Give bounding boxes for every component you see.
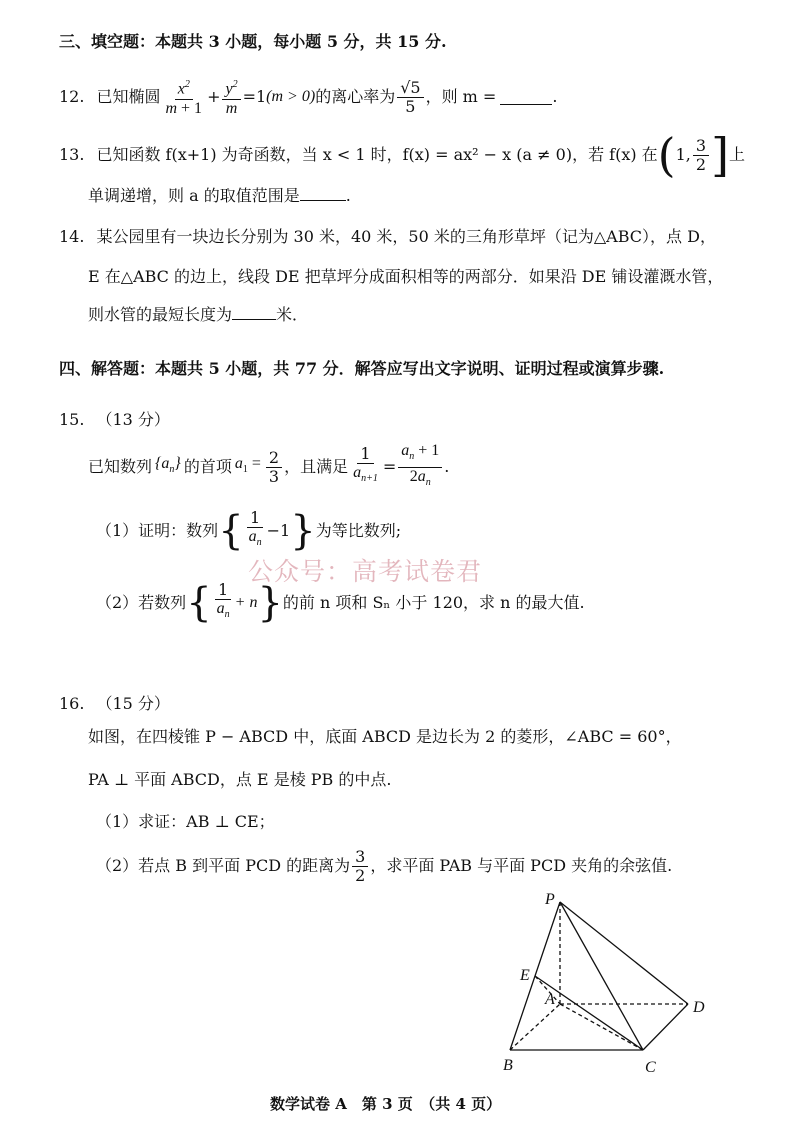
question-text: 已知椭圆 [96,87,161,106]
question-15-part2: （2）若数列 { $\frac{1}{a_n}$ + n } 的前 n 项和 Sₙ 小于 120，求 n 的最大值. [96,580,585,626]
question-score: （15 分） [96,694,170,713]
section-3-heading: 三、填空题：本题共 3 小题，每小题 5 分，共 15 分. [59,32,447,51]
question-16-line2: PA ⊥ 平面 ABCD，点 E 是棱 PB 的中点. [88,770,392,789]
question-16-part1: （1）求证：AB ⊥ CE； [96,812,275,831]
edge-PD [560,902,688,1004]
label-B: B [503,1057,513,1074]
label-C: C [645,1059,656,1076]
condition: (m > 0) [266,88,316,105]
question-14-line2: E 在△ABC 的边上，线段 DE 把草坪分成面积相等的两部分．如果沿 DE 铺设灌溉水管， [88,267,724,286]
question-13-line2: 单调递增，则 a 的取值范围是 . [88,186,351,205]
fraction-sqrt5-over-5: $\frac{√5}{5}$ [397,79,423,116]
question-15-header [59,410,170,430]
question-text: f(x) = ax² − x (a ≠ 0)，若 f(x) 在 [402,145,658,164]
question-text: ，求平面 PAB 与平面 PCD 夹角的余弦值. [370,856,673,875]
page-footer: 数学试卷 A 第 3 页 （共 4 页） [270,1095,502,1113]
answer-blank [500,90,552,105]
label-E: E [520,967,530,984]
edge-CD [643,1004,688,1050]
fraction-recurrence: $\frac{a_n + 1}{2a_n}$ [398,442,442,491]
question-score: （13 分） [96,410,170,429]
question-14-line3 [88,305,308,325]
question-14 [59,227,716,247]
question-text: （2）若数列 [96,593,187,612]
question-text: 的离心率为 [315,87,396,106]
question-number: 12. [59,87,85,106]
fraction-x2: $\frac{x^2}{m + 1}$ [162,76,205,117]
question-16-line1: 如图，在四棱锥 P − ABCD 中，底面 ABCD 是边长为 2 的菱形，∠ABC = 60°， [88,727,682,746]
watermark: 公众号：高考试卷君 [248,557,483,586]
question-number: 15. [59,410,85,429]
question-text: 为等比数列; [315,521,402,540]
question-text: 的首项 [183,457,232,476]
label-P: P [545,891,555,908]
edge-PC [560,902,643,1050]
question-16-header [59,694,170,714]
fraction-2-over-3: $\frac{2}{3}$ [266,449,282,486]
question-16-part2 [96,842,672,890]
question-text: 已知函数 f(x+1) 为奇函数，当 x < 1 时， [96,145,403,164]
question-text: 已知数列 [88,457,153,476]
question-text: 单调递增，则 a 的取值范围是 [88,186,300,205]
question-number: 16. [59,694,85,713]
fraction-y2: $\frac{y^2}{m}$ [222,76,240,117]
question-12: 12. 已知椭圆 $\frac{x^2}{m + 1}$ + $\frac{y^2}{m}$ =1 (m > 0) 的离心率为 $\frac{√5}{5}$ ，则 m = . [59,77,558,117]
segment-EC [535,976,643,1050]
pyramid-figure [495,890,725,1080]
interval-left: 1, [675,145,691,164]
fraction-3-over-2: $\frac{3}{2}$ [352,848,368,885]
label-D: D [693,999,705,1016]
question-number: 13. [59,145,85,164]
question-text: （2）若点 B 到平面 PCD 的距离为 [96,856,351,875]
question-text: 上 [729,145,746,164]
question-15-part1: （1）证明：数列 { $\frac{1}{a_n}$ −1 } 为等比数列; [96,508,402,554]
section-4-heading: 四、解答题：本题共 5 小题，共 77 分．解答应写出文字说明、证明过程或演算步骤. [59,359,665,378]
question-text: ，且满足 [284,457,349,476]
fraction-1-over-an1: $\frac{1}{a_{n+1}}$ [353,444,378,485]
question-text: （1）证明：数列 [96,521,219,540]
question-number: 14. [59,227,85,246]
question-text: 米． [276,305,309,324]
question-text: 则水管的最短长度为 [88,305,233,324]
fraction-3-over-2: $\frac{3}{2}$ [693,137,709,174]
answer-blank [300,186,346,201]
question-text: 的前 n 项和 Sₙ 小于 120，求 n 的最大值. [282,593,585,612]
question-15-stem: 已知数列 $\{a_n\}$ 的首项 $a_1$ = $\frac{2}{3}$ ，且满足 $\frac{1}{a_{n+1}}$ = $\frac{a_n + 1}{2a_n}$ . [88,442,449,492]
label-A: A [545,991,555,1008]
question-text: ，则 m = [425,87,497,106]
question-text: 某公园里有一块边长分别为 30 米，40 米，50 米的三角形草坪（记为△ABC），点 D， [96,227,716,246]
question-13: 13. 已知函数 f(x+1) 为奇函数，当 x < 1 时， f(x) = ax² − x (a ≠ 0)，若 f(x) 在 ( 1, $\frac{3}{2}$ ] 上 [59,128,746,182]
answer-blank [232,305,276,320]
